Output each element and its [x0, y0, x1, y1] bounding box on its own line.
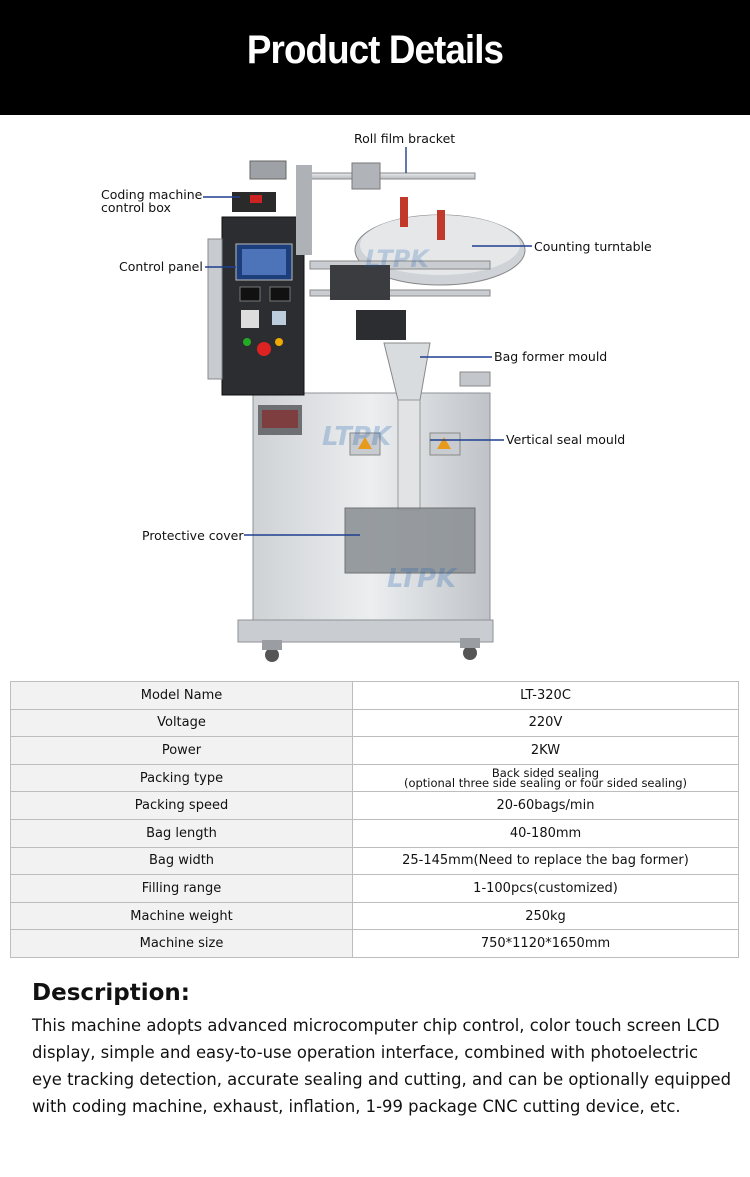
spec-label: Filling range	[11, 875, 353, 903]
callout-coding-box-line2: control box	[101, 200, 171, 215]
callout-control-panel: Control panel	[119, 259, 203, 274]
spec-value: 40-180mm	[353, 819, 739, 847]
callout-protective-cover: Protective cover	[142, 528, 244, 543]
spec-value: 220V	[353, 709, 739, 737]
table-row	[11, 792, 739, 820]
spec-table	[10, 681, 739, 958]
machine-figure	[0, 115, 750, 675]
watermark-mid: LTPK	[322, 422, 392, 452]
table-row	[11, 875, 739, 903]
page-title: Product Details	[246, 28, 504, 72]
watermark-low: LTPK	[387, 564, 457, 594]
callout-bag-former-mould: Bag former mould	[494, 349, 608, 364]
spec-label: Model Name	[11, 682, 353, 710]
spec-value: 250kg	[353, 902, 739, 930]
spec-label: Packing speed	[11, 792, 353, 820]
callout-vertical-seal-mould: Vertical seal mould	[506, 432, 626, 447]
spec-label: Voltage	[11, 709, 353, 737]
table-row	[11, 737, 739, 765]
table-row	[11, 930, 739, 958]
callout-coding-box-line1: Coding machine	[101, 187, 203, 202]
table-row	[11, 764, 739, 792]
spec-value: 1-100pcs(customized)	[353, 875, 739, 903]
control-panel-cabinet	[208, 217, 304, 395]
spec-label: Machine size	[11, 930, 353, 958]
spec-label: Bag width	[11, 847, 353, 875]
spec-label: Power	[11, 737, 353, 765]
table-row	[11, 902, 739, 930]
spec-value: 20-60bags/min	[353, 792, 739, 820]
table-row	[11, 709, 739, 737]
spec-label: Bag length	[11, 819, 353, 847]
spec-label: Packing type	[11, 764, 353, 792]
page-header	[0, 0, 750, 115]
spec-value-line1: Back sided sealing	[491, 766, 600, 781]
description-title: Description:	[32, 980, 190, 1006]
spec-value	[353, 764, 739, 792]
coding-machine-box	[232, 161, 286, 212]
spec-label: Machine weight	[11, 902, 353, 930]
watermark-top: LTPK	[365, 245, 429, 273]
description-body: This machine adopts advanced microcomputer chip control, color touch screen LCD display, simple and easy-to-use operation interface, combined with photoelectric eye tracking detection, accurate sealing and cutting, and can be optionally equipped with coding machine, exhaust, inflation, 1-99 package CNC cutting device, etc.	[32, 1016, 731, 1116]
spec-value: 750*1120*1650mm	[353, 930, 739, 958]
table-row	[11, 682, 739, 710]
callout-counting-turntable: Counting turntable	[534, 239, 652, 254]
spec-value: 2KW	[353, 737, 739, 765]
spec-value: LT-320C	[353, 682, 739, 710]
spec-value-line2: (optional three side sealing or four sided sealing)	[403, 776, 688, 791]
table-row	[11, 819, 739, 847]
table-row	[11, 847, 739, 875]
spec-value: 25-145mm(Need to replace the bag former)	[353, 847, 739, 875]
callout-roll-film-bracket: Roll film bracket	[354, 131, 456, 146]
